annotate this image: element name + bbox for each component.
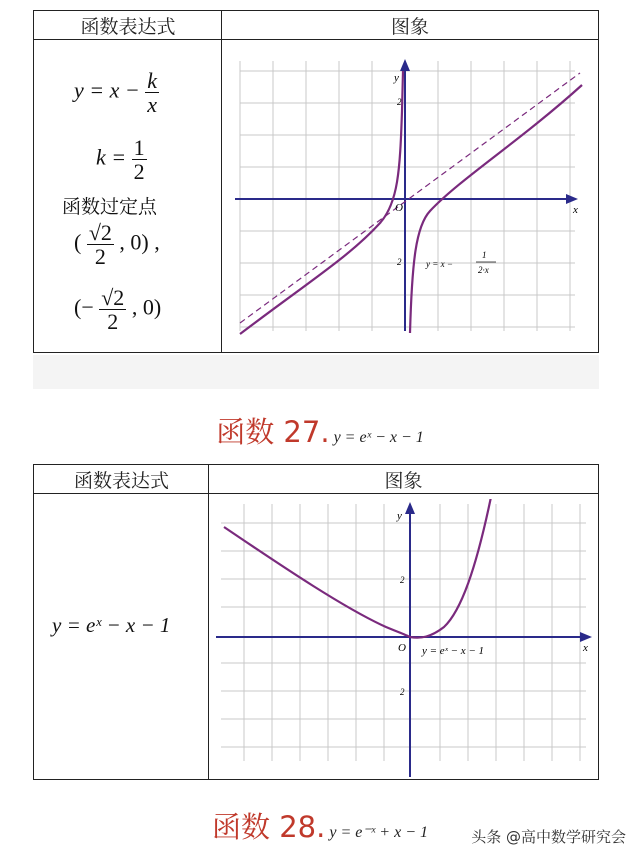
- grid: [221, 504, 586, 761]
- caption-27: [0, 410, 640, 451]
- x-axis-label: x: [583, 642, 588, 654]
- watermark: 头条 @高中数学研究会: [471, 828, 626, 846]
- expression-formula: y = eˣ − x − 1: [52, 613, 171, 637]
- header-graph: 图象: [222, 11, 598, 40]
- column-divider: [221, 11, 222, 352]
- graph-27: [230, 51, 590, 336]
- curve-label-num: 1: [482, 250, 487, 260]
- caption-28-equation: y = e⁻ˣ + x − 1: [329, 824, 428, 841]
- grid: [240, 61, 575, 331]
- function-table-28: [33, 464, 599, 780]
- header-expression: 函数表达式: [34, 11, 222, 40]
- curve-right-branch: [410, 85, 582, 333]
- y-axis-arrow: [405, 502, 415, 514]
- tick-label: 2: [400, 687, 405, 697]
- y-axis-label: y: [397, 510, 402, 522]
- fixed-point-1: ( $\frac{√2}{2}$ , 0) ,: [74, 220, 160, 270]
- k-value: k = $\frac{1}{2}$: [96, 135, 145, 185]
- curve: [224, 499, 491, 638]
- curve-label-lhs: y = x −: [426, 259, 453, 269]
- x-axis-label: x: [573, 204, 578, 216]
- tick-label: 2: [397, 257, 402, 267]
- x-axis-arrow: [580, 632, 592, 642]
- y-axis-label: y: [394, 72, 399, 84]
- curve-label: y = eˣ − x − 1: [422, 645, 485, 657]
- origin-label: O: [395, 202, 403, 214]
- caption-27-equation: y = eˣ − x − 1: [333, 429, 424, 446]
- fixed-point-label: 函数过定点: [62, 196, 158, 218]
- header-expression: 函数表达式: [34, 465, 209, 494]
- tick-label: 2: [397, 97, 402, 107]
- function-table-27: [33, 10, 599, 353]
- origin-label: O: [398, 642, 406, 654]
- graph-28: [216, 499, 594, 779]
- gray-band: [33, 355, 599, 389]
- caption-27-title: 函数 27.: [216, 415, 330, 449]
- fixed-point-2: (− $\frac{√2}{2}$ , 0): [74, 285, 162, 335]
- curve-label-den: 2·x: [478, 265, 489, 275]
- x-axis-arrow: [566, 194, 578, 204]
- expression-formula: y = x − $\frac{k}{x}$: [74, 68, 157, 118]
- caption-28-title: 函数 28.: [212, 810, 326, 844]
- tick-label: 2: [400, 575, 405, 585]
- header-graph: 图象: [209, 465, 598, 494]
- y-axis-arrow: [400, 59, 410, 71]
- column-divider: [208, 465, 209, 779]
